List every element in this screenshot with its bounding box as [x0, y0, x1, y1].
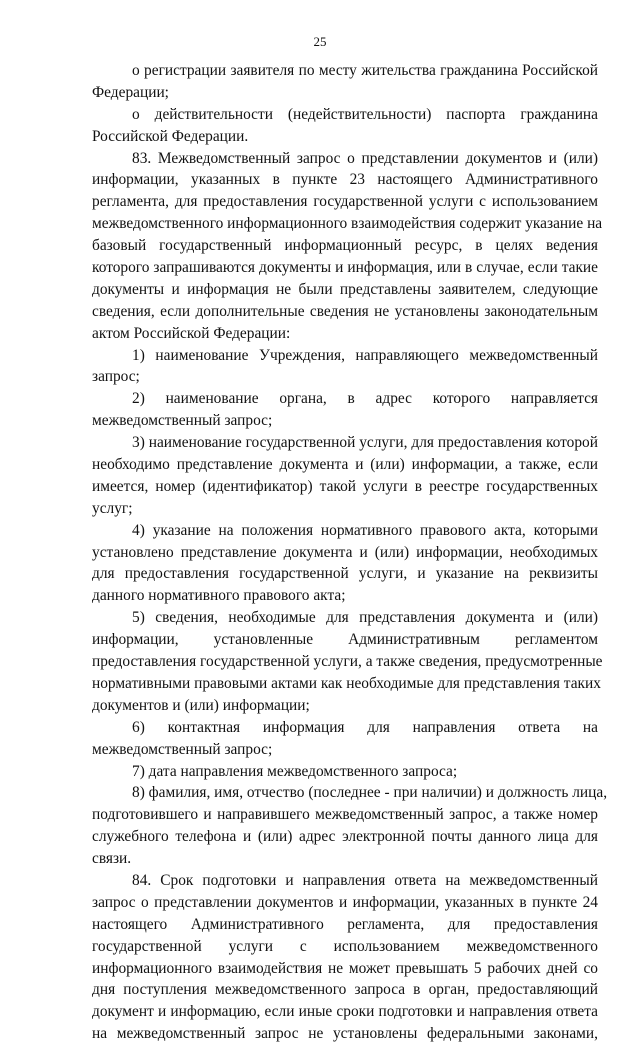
text-line: актом Российской Федерации: [92, 324, 291, 342]
text-line: Российской Федерации. [92, 127, 249, 145]
text-line: межведомственного информационного взаимодействия содержит указание на [92, 215, 603, 233]
text-line: 1) наименование Учреждения, направляющего межведомственный [132, 346, 598, 364]
text-line: необходимо представление документа и (или) информации, а также, если [92, 456, 598, 474]
text-line: межведомственный запрос; [92, 740, 273, 758]
text-line: о регистрации заявителя по месту жительства гражданина Российской [132, 62, 598, 79]
text-line: базовый государственный информационный ресурс, в целях ведения [92, 237, 598, 255]
text-line: регламента, для предоставления государственной услуги с использованием [92, 193, 598, 211]
text-line: документов и (или) информации; [92, 696, 310, 714]
text-line: информации, установленные Административным регламентом [92, 631, 598, 649]
text-line: документ и информацию, если иные сроки подготовки и направления ответа [92, 1003, 598, 1021]
text-line: документы и информация не были представлены заявителем, следующие [92, 280, 598, 298]
text-line: которого запрашиваются документы и информация, или в случае, если такие [92, 259, 598, 277]
text-line: установлено представление документа и (или) информации, необходимых [92, 543, 598, 561]
text-line: данного нормативного правового акта; [92, 587, 346, 605]
text-line: информации, указанных в пункте 23 настоящего Административного [92, 171, 598, 189]
text-line: 83. Межведомственный запрос о представлении документов и (или) [132, 149, 598, 167]
document-body [92, 60, 608, 1045]
text-line: предоставления государственной услуги, а также сведения, предусмотренные [92, 653, 603, 671]
text-line: государственной услуги с использованием межведомственного [92, 937, 598, 955]
text-line: дня поступления межведомственного запроса в орган, предоставляющий [92, 981, 598, 999]
text-line: информационного взаимодействия не может превышать 5 рабочих дней со [92, 959, 598, 977]
text-line: на межведомственный запрос не установлены федеральными законами, [92, 1025, 598, 1043]
text-line: 6) контактная информация для направления ответа на [132, 718, 598, 736]
text-line: услуг; [92, 499, 133, 517]
text-line: запрос; [92, 368, 140, 386]
text-line: 8) фамилия, имя, отчество (последнее - при наличии) и должность лица, [132, 784, 608, 802]
text-line: 2) наименование органа, в адрес которого направляется [132, 390, 598, 408]
text-line: о действительности (недействительности) паспорта гражданина [132, 105, 598, 123]
text-line: настоящего Административного регламента, для предоставления [92, 915, 598, 933]
text-line: 7) дата направления межведомственного запроса; [132, 762, 458, 780]
text-line: подготовившего и направившего межведомственный запрос, а также номер [92, 806, 598, 824]
text-line: 3) наименование государственной услуги, для предоставления которой [132, 434, 598, 452]
text-line: 5) сведения, необходимые для представления документа и (или) [132, 609, 598, 627]
text-line: служебного телефона и (или) адрес электронной почты данного лица для [92, 828, 598, 846]
text-line: имеется, номер (идентификатор) такой услуги в реестре государственных [92, 477, 598, 495]
text-line: 84. Срок подготовки и направления ответа на межведомственный [132, 871, 598, 889]
page-number: 25 [313, 34, 327, 49]
text-line: сведения, если дополнительные сведения не установлены законодательным [92, 302, 598, 320]
text-line: запрос о представлении документов и информации, указанных в пункте 24 [92, 893, 598, 911]
text-line: для предоставления государственной услуги, и указание на реквизиты [92, 565, 598, 583]
text-line: связи. [92, 850, 132, 868]
text-line: Федерации; [92, 83, 169, 101]
text-line: межведомственный запрос; [92, 412, 273, 430]
text-line: нормативными правовыми актами как необходимые для представления таких [92, 674, 601, 692]
text-line: 4) указание на положения нормативного правового акта, которыми [132, 521, 598, 539]
